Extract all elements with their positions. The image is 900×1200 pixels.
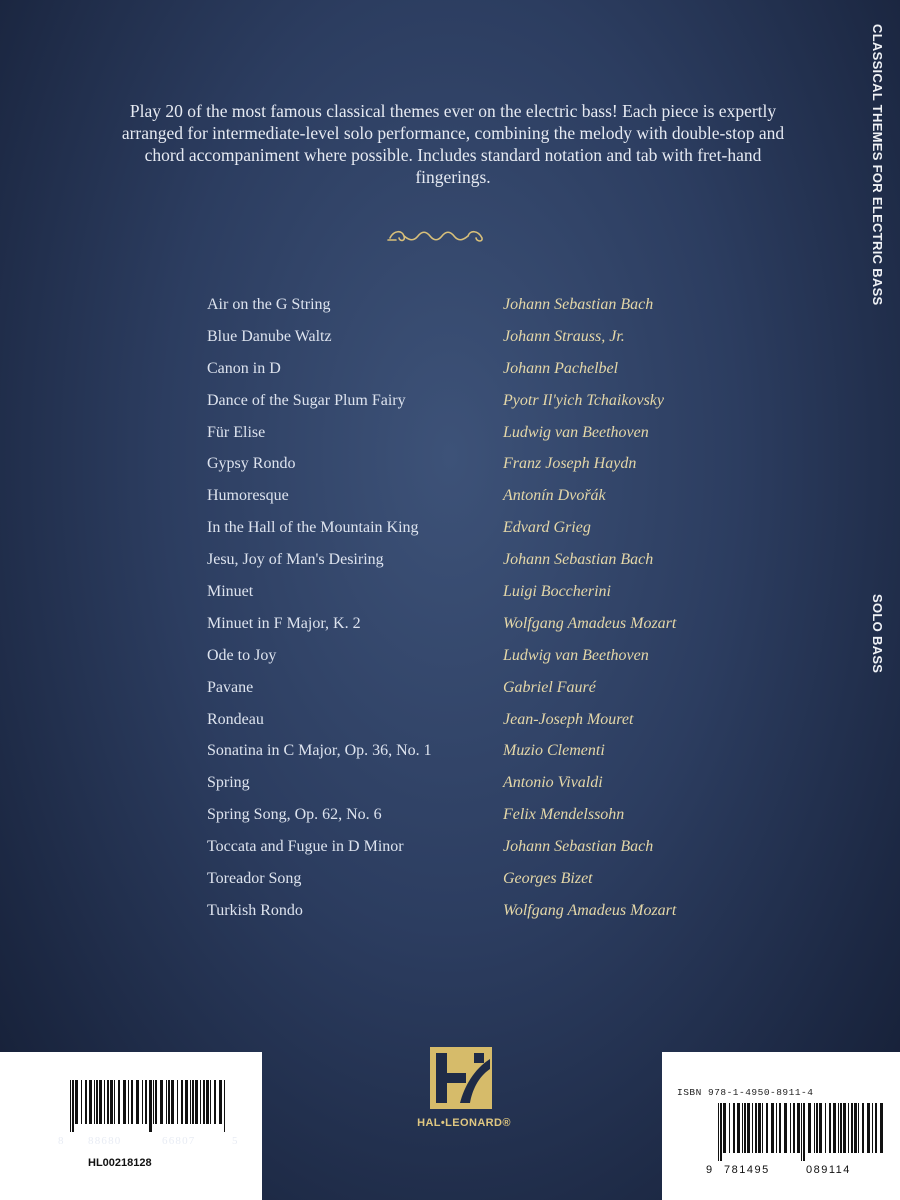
barcode-bar [203,1080,205,1124]
isbn-group2: 089114 [806,1164,851,1176]
barcode-bar [70,1080,71,1132]
barcode-bar [94,1080,95,1124]
isbn-barcode [718,1103,888,1161]
track-row [207,328,767,360]
barcode-bar [72,1080,74,1132]
barcode-bar [75,1080,78,1124]
barcode-bar [867,1103,870,1153]
track-row [207,742,767,774]
barcode-bar [136,1080,139,1124]
track-title: Humoresque [207,487,289,505]
barcode-bar [747,1103,750,1153]
isbn-first-digit: 9 [706,1164,713,1176]
track-composer: Jean-Joseph Mouret [503,710,634,728]
barcode-bar [142,1080,143,1124]
barcode-bar [742,1103,743,1153]
barcode-bar [803,1103,805,1161]
track-row [207,424,767,456]
track-composer: Antonio Vivaldi [503,774,603,792]
track-row [207,838,767,870]
publisher-name: HAL•LEONARD® [417,1117,511,1129]
barcode-bar [801,1103,802,1161]
ornament-flourish-icon [384,226,488,246]
barcode-bar [733,1103,735,1153]
track-title: Pavane [207,678,254,696]
barcode-bar [762,1103,763,1153]
track-title: In the Hall of the Mountain King [207,519,419,537]
track-composer: Johann Sebastian Bach [503,551,654,569]
track-row [207,774,767,806]
barcode-bar [744,1103,746,1153]
barcode-bar [790,1103,791,1153]
track-title: Spring Song, Op. 62, No. 6 [207,806,382,824]
track-row [207,711,767,743]
barcode-bar [758,1103,761,1153]
track-title: Toreador Song [207,870,302,888]
barcode-bar [118,1080,120,1124]
barcode-bar [123,1080,126,1124]
upc-barcode [70,1080,228,1132]
barcode-bar [779,1103,781,1153]
barcode-bar [214,1080,216,1124]
barcode-bar [816,1103,818,1153]
track-row [207,583,767,615]
track-title: Für Elise [207,423,266,441]
track-title: Blue Danube Waltz [207,327,332,345]
barcode-bar [771,1103,774,1153]
barcode-bar [793,1103,795,1153]
isbn-group1: 781495 [724,1164,770,1176]
track-title: Toccata and Fugue in D Minor [207,838,404,856]
upc-group1: 88680 [88,1135,122,1147]
track-composer: Pyotr Il'yich Tchaikovsky [503,391,664,409]
barcode-bar [858,1103,859,1153]
track-composer: Luigi Boccherini [503,583,611,601]
track-composer: Johann Strauss, Jr. [503,327,625,345]
barcode-bar [155,1080,157,1124]
track-list [207,296,767,934]
barcode-bar [766,1103,768,1153]
barcode-bar [755,1103,757,1153]
barcode-bar [224,1080,225,1132]
track-composer: Ludwig van Beethoven [503,423,649,441]
barcode-bar [206,1080,209,1124]
barcode-bar [96,1080,98,1124]
barcode-bar [177,1080,178,1124]
track-row [207,806,767,838]
track-composer: Wolfgang Amadeus Mozart [503,901,677,919]
barcode-bar [107,1080,109,1124]
track-composer: Franz Joseph Haydn [503,455,637,473]
barcode-bar [85,1080,87,1124]
barcode-bar [149,1080,152,1132]
barcode-bar [219,1080,222,1124]
barcode-bar [843,1103,846,1153]
barcode-bar [838,1103,839,1153]
barcode-bar [862,1103,864,1153]
track-row [207,296,767,328]
barcode-bar [829,1103,831,1153]
track-composer: Johann Sebastian Bach [503,838,654,856]
track-title: Minuet [207,583,254,601]
barcode-bar [872,1103,873,1153]
barcode-bar [833,1103,836,1153]
barcode-bar [145,1080,147,1124]
barcode-bar [825,1103,826,1153]
barcode-bar [819,1103,822,1153]
barcode-bar [851,1103,853,1153]
barcode-bar [737,1103,740,1153]
barcode-bar [160,1080,163,1124]
track-title: Minuet in F Major, K. 2 [207,614,361,632]
track-composer: Felix Mendelssohn [503,806,625,824]
track-row [207,902,767,934]
barcode-bar [854,1103,857,1153]
track-row [207,551,767,583]
track-row [207,487,767,519]
barcode-bar [110,1080,113,1124]
track-composer: Johann Sebastian Bach [503,296,654,313]
track-composer: Gabriel Fauré [503,678,596,696]
track-row [207,615,767,647]
track-title: Canon in D [207,359,281,377]
track-composer: Johann Pachelbel [503,359,619,377]
track-title: Sonatina in C Major, Op. 36, No. 1 [207,742,432,760]
barcode-bar [718,1103,719,1161]
track-title: Turkish Rondo [207,901,303,919]
barcode-bar [848,1103,849,1153]
barcode-bar [168,1080,170,1124]
barcode-bar [171,1080,174,1124]
barcode-bar [880,1103,883,1153]
track-title: Gypsy Rondo [207,455,296,473]
barcode-bar [99,1080,102,1124]
barcode-bar [114,1080,115,1124]
track-title: Dance of the Sugar Plum Fairy [207,391,406,409]
barcode-bar [797,1103,800,1153]
upc-first-digit: 8 [58,1135,64,1147]
track-row [207,360,767,392]
track-title: Jesu, Joy of Man's Desiring [207,551,384,569]
product-code: HL00218128 [88,1157,152,1169]
track-row [207,519,767,551]
barcode-bar [192,1080,194,1124]
track-row [207,679,767,711]
barcode-bar [776,1103,777,1153]
track-title: Rondeau [207,710,264,728]
track-row [207,455,767,487]
barcode-bar [210,1080,211,1124]
track-composer: Edvard Grieg [503,519,591,537]
barcode-bar [128,1080,129,1124]
barcode-bar [131,1080,133,1124]
track-composer: Wolfgang Amadeus Mozart [503,614,677,632]
barcode-bar [875,1103,877,1153]
barcode-bar [181,1080,183,1124]
spine-title: CLASSICAL THEMES FOR ELECTRIC BASS [870,24,885,306]
barcode-bar [808,1103,811,1153]
barcode-bar [195,1080,198,1124]
barcode-bar [89,1080,92,1124]
upc-check-digit: 5 [232,1135,238,1147]
track-composer: Muzio Clementi [503,742,605,760]
track-row [207,647,767,679]
track-composer: Ludwig van Beethoven [503,646,649,664]
barcode-bar [81,1080,82,1124]
barcode-bar [185,1080,188,1124]
track-row [207,870,767,902]
track-title: Air on the G String [207,296,331,313]
barcode-bar [752,1103,753,1153]
barcode-bar [153,1080,154,1124]
spine-series: SOLO BASS [870,594,885,674]
barcode-bar [190,1080,191,1124]
barcode-bar [729,1103,730,1153]
upc-group2: 66807 [162,1135,196,1147]
track-composer: Georges Bizet [503,870,593,888]
barcode-bar [200,1080,201,1124]
hal-leonard-logo [430,1047,492,1109]
barcode-bar [784,1103,787,1153]
description-text: Play 20 of the most famous classical themes ever on the electric bass! Each piece is expertly arranged for intermediate-level solo performance, combining the melody with double-stop and chord accompaniment where possible. Includes standard notation and tab with fret-hand fingerings. [121,101,785,187]
track-title: Spring [207,774,250,792]
track-title: Ode to Joy [207,646,277,664]
barcode-bar [840,1103,842,1153]
track-row [207,392,767,424]
barcode-bar [166,1080,167,1124]
barcode-bar [104,1080,105,1124]
isbn-label: ISBN 978-1-4950-8911-4 [677,1087,814,1098]
barcode-bar [720,1103,722,1161]
barcode-bar [814,1103,815,1153]
barcode-bar [723,1103,726,1153]
track-composer: Antonín Dvořák [503,487,606,505]
